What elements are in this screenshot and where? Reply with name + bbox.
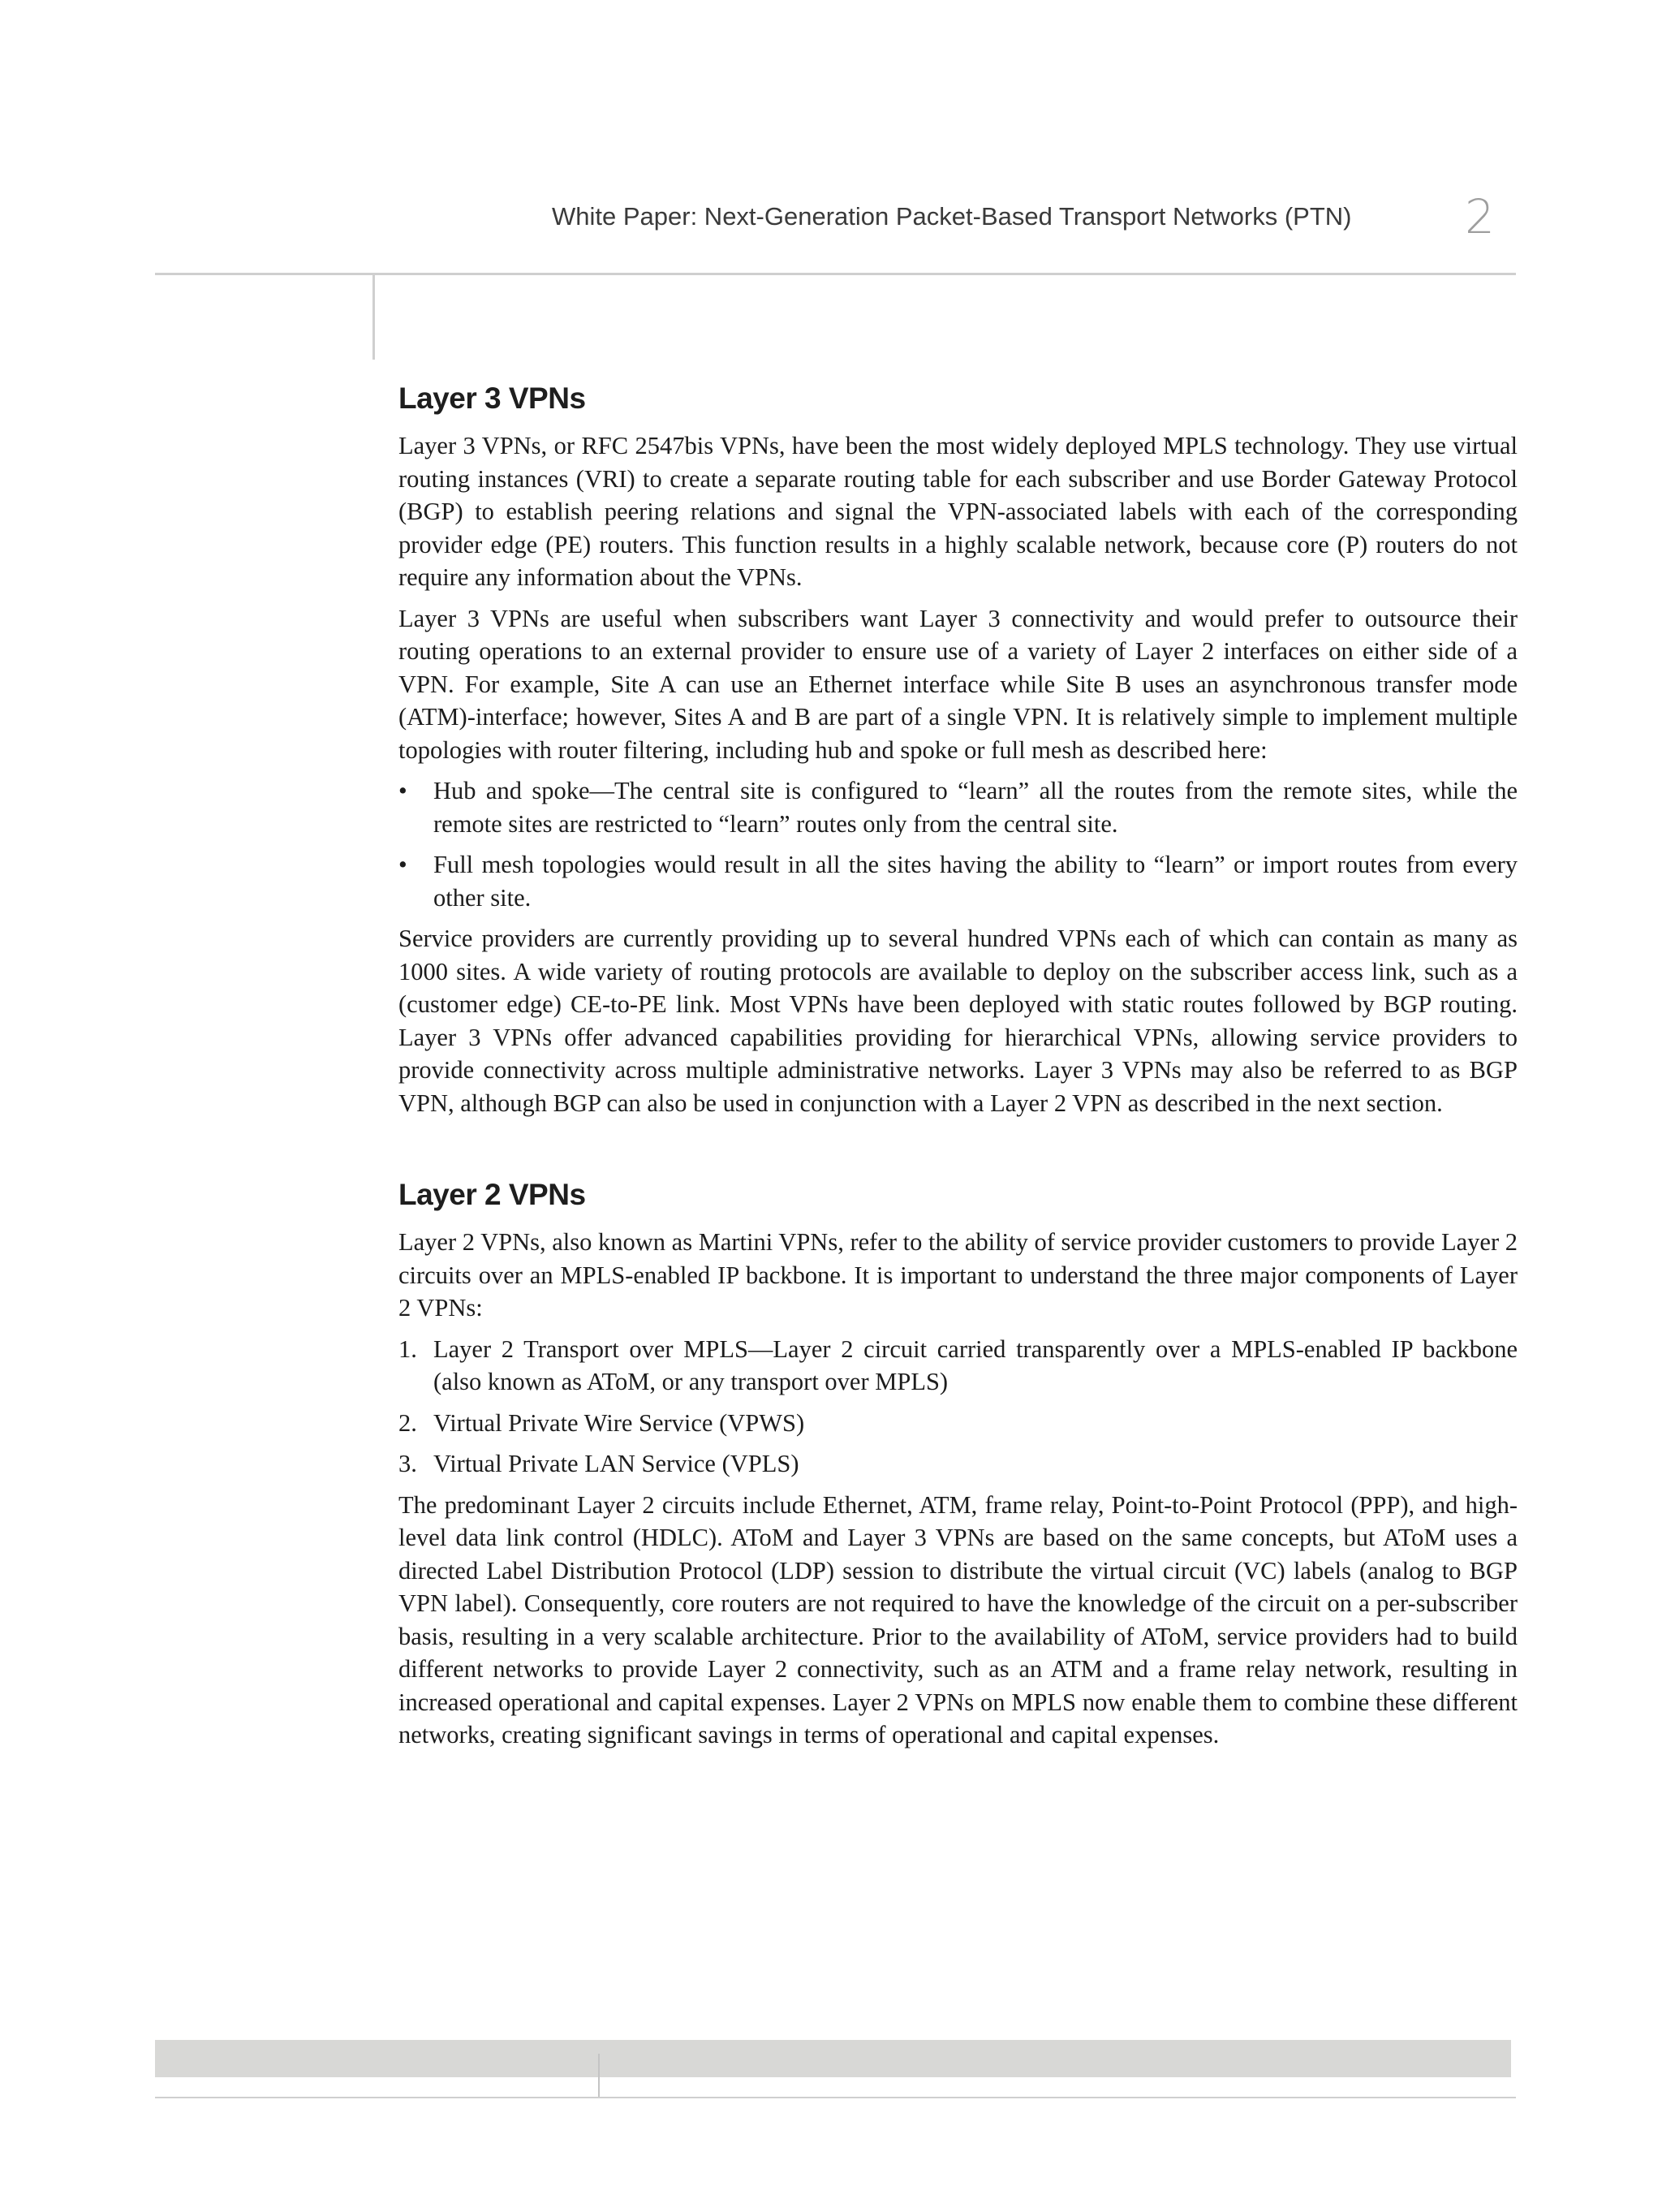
bullet-item xyxy=(398,848,1518,914)
numbered-text: Layer 2 Transport over MPLS—Layer 2 circuit carried transparently over a MPLS-enabled IP backbone (also known as AToM, or any transport over MPLS) xyxy=(433,1335,1518,1395)
numbered-item xyxy=(398,1333,1518,1399)
running-header-title: White Paper: Next-Generation Packet-Based Transport Networks (PTN) xyxy=(552,202,1352,231)
header-divider xyxy=(155,273,1516,275)
number-marker: 2. xyxy=(398,1408,417,1437)
numbered-text: Virtual Private Wire Service (VPWS) xyxy=(433,1408,805,1437)
body-content xyxy=(398,382,1518,1760)
page-number: 2 xyxy=(1465,189,1495,244)
bullet-text: Full mesh topologies would result in all the sites having the ability to “learn” or import routes from every other site. xyxy=(433,851,1518,912)
section-heading-layer3: Layer 3 VPNs xyxy=(398,382,586,415)
numbered-item xyxy=(398,1447,1518,1481)
paragraph: Service providers are currently providing up to several hundred VPNs each of which can contain as many as 1000 sites. A wide variety of routing protocols are available to deploy on the subscriber access link, such as a (customer edge) CE-to-PE link. Most VPNs have been deployed with static routes followed by BGP routing. Layer 3 VPNs offer advanced capabilities providing for hierarchical VPNs, allowing service providers to provide connectivity across multiple administrative networks. Layer 3 VPNs may also be referred to as BGP VPN, although BGP can also be used in conjunction with a Layer 2 VPN as described in the next section. xyxy=(398,925,1518,1117)
footer-margin-tick xyxy=(598,2054,600,2098)
bullet-item xyxy=(398,774,1518,840)
header-margin-tick xyxy=(372,274,375,360)
section-heading-layer2: Layer 2 VPNs xyxy=(398,1178,586,1211)
numbered-item xyxy=(398,1407,1518,1440)
bullet-marker: • xyxy=(398,777,407,804)
bullet-list xyxy=(398,774,1518,914)
numbered-list xyxy=(398,1333,1518,1481)
number-marker: 3. xyxy=(398,1450,417,1477)
paragraph: The predominant Layer 2 circuits include Ethernet, ATM, frame relay, Point-to-Point Protocol (PPP), and high-level data link control (HDLC). AToM and Layer 3 VPNs are based on the same concepts, but AToM uses a directed Label Distribution Protocol (LDP) session to distribute the virtual circuit (VC) labels (analog to BGP VPN label). Consequently, core routers are not required to have the knowledge of the circuit on a per-subscriber basis, resulting in a very scalable architecture. Prior to the availability of AToM, service providers had to build different networks to provide Layer 2 connectivity, such as an ATM and a frame relay network, resulting in increased operational and capital expenses. Layer 2 VPNs on MPLS now enable them to combine these different networks, creating significant savings in terms of operational and capital expenses. xyxy=(398,1490,1518,1748)
paragraph: Layer 3 VPNs, or RFC 2547bis VPNs, have been the most widely deployed MPLS technology. They use virtual routing instances (VRI) to create a separate routing table for each subscriber and use Border Gateway Protocol (BGP) to establish peering relations and signal the VPN-associated labels with each of the corresponding provider edge (PE) routers. This function results in a highly scalable network, because core (P) routers do not require any information about the VPNs. xyxy=(398,432,1518,591)
numbered-text: Virtual Private LAN Service (VPLS) xyxy=(433,1450,799,1477)
paragraph: Layer 3 VPNs are useful when subscribers want Layer 3 connectivity and would prefer to outsource their routing operations to an external provider to ensure use of a variety of Layer 2 interfaces on either side of a VPN. For example, Site A can use an Ethernet interface while Site B uses an asynchronous transfer mode (ATM)-interface; however, Sites A and B are part of a single VPN. It is relatively simple to implement multiple topologies with router filtering, including hub and spoke or full mesh as described here: xyxy=(398,604,1518,764)
number-marker: 1. xyxy=(398,1335,417,1363)
bullet-marker: • xyxy=(398,851,407,878)
bullet-text: Hub and spoke—The central site is configured to “learn” all the routes from the remote sites, while the remote sites are restricted to “learn” routes only from the central site. xyxy=(433,777,1518,838)
paragraph: Layer 2 VPNs, also known as Martini VPNs, refer to the ability of service provider customers to provide Layer 2 circuits over an MPLS-enabled IP backbone. It is important to understand the three major components of Layer 2 VPNs: xyxy=(398,1228,1518,1322)
footer-band xyxy=(155,2040,1511,2077)
footer-divider xyxy=(155,2097,1516,2098)
